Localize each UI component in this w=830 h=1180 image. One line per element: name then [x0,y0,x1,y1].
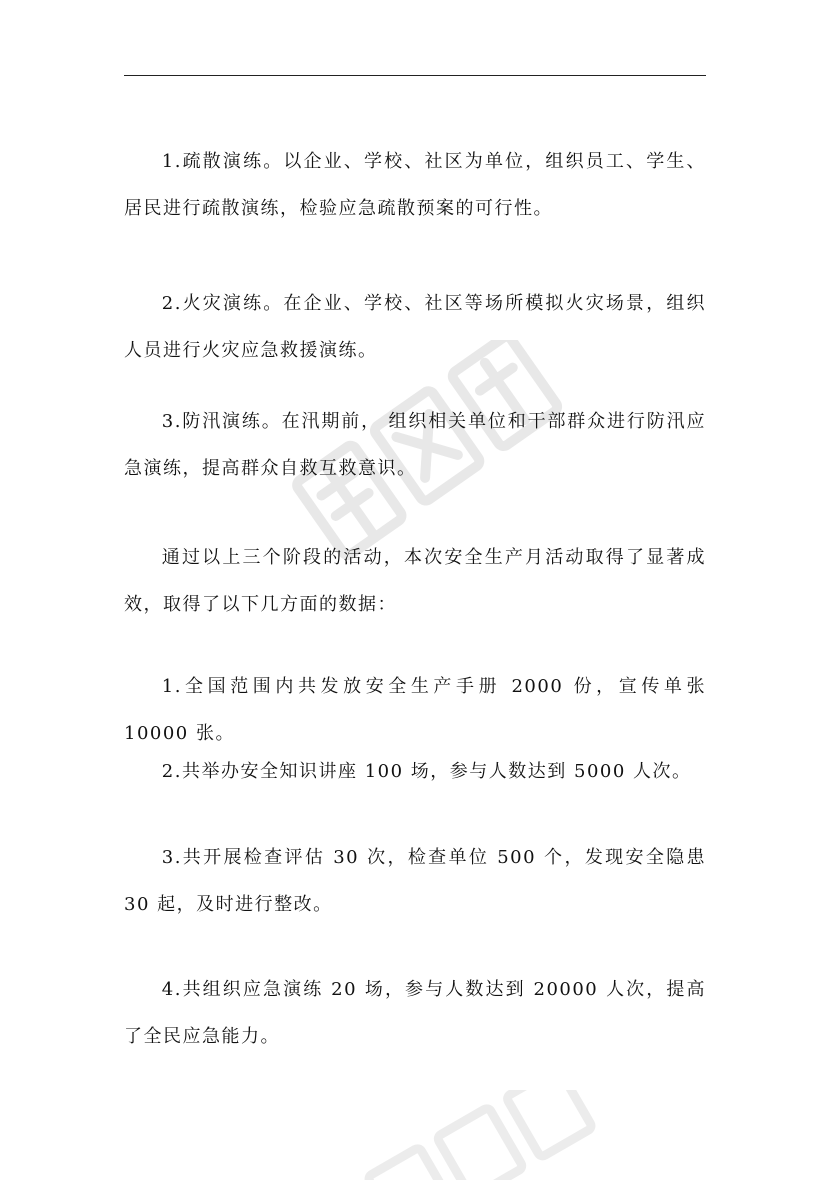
paragraph-fire-drill: 2.火灾演练。在企业、学校、社区等场所模拟火灾场景，组织人员进行火灾应急救援演练。 [124,293,706,361]
paragraph-summary-intro: 通过以上三个阶段的活动，本次安全生产月活动取得了显著成效，取得了以下几方面的数据： [124,547,706,615]
paragraph-evacuation-drill: 1.疏散演练。以企业、学校、社区为单位，组织员工、学生、居民进行疏散演练，检验应急疏散预案的可行性。 [124,151,706,219]
header-rule [124,75,706,76]
paragraph-data-drills: 4.共组织应急演练 20 场，参与人数达到 20000 人次，提高了全民应急能力。 [124,979,706,1047]
watermark-logo-partial [340,1090,600,1180]
paragraph-data-handbooks: 1.全国范围内共发放安全生产手册 2000 份，宣传单张 10000 张。 [124,676,706,744]
paragraph-flood-drill: 3.防汛演练。在汛期前， 组织相关单位和干部群众进行防汛应急演练，提高群众自救互救意识。 [124,411,706,479]
paragraph-data-lectures: 2.共举办安全知识讲座 100 场，参与人数达到 5000 人次。 [161,761,692,782]
paragraph-data-inspections: 3.共开展检查评估 30 次，检查单位 500 个，发现安全隐患 30 起，及时进行整改。 [124,847,706,915]
